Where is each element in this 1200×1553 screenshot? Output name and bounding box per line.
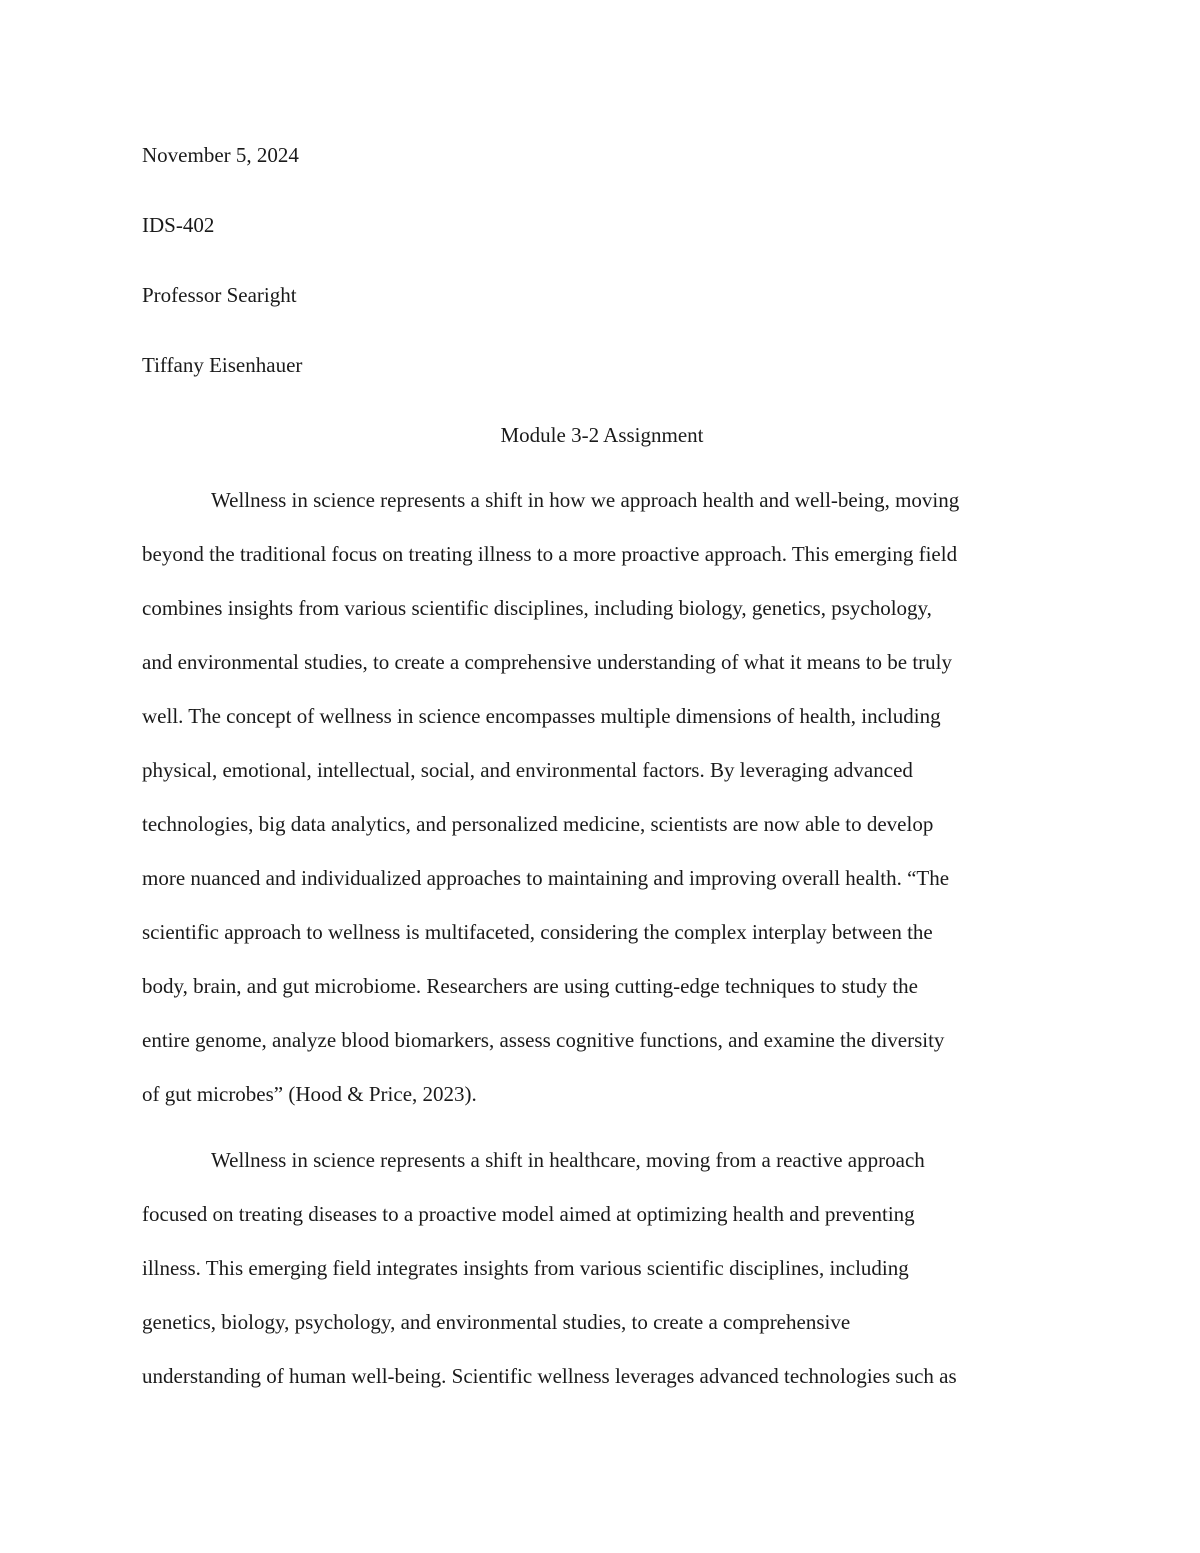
- header-date: November 5, 2024: [142, 143, 299, 167]
- paragraph-line: Wellness in science represents a shift in how we approach health and well-being, moving: [211, 488, 960, 512]
- paragraph-line: body, brain, and gut microbiome. Researchers are using cutting-edge techniques to study the: [142, 974, 919, 998]
- paragraph-line: entire genome, analyze blood biomarkers, assess cognitive functions, and examine the diversity: [142, 1028, 945, 1052]
- paragraph-line: scientific approach to wellness is multifaceted, considering the complex interplay between the: [142, 920, 933, 944]
- paragraph-2: [142, 1133, 1062, 1403]
- document-title: Module 3-2 Assignment: [500, 423, 704, 447]
- paragraph-line: understanding of human well-being. Scientific wellness leverages advanced technologies such as: [142, 1364, 957, 1388]
- paragraph-1: [142, 473, 1062, 1121]
- header-professor: Professor Searight: [142, 283, 297, 307]
- paragraph-line: illness. This emerging field integrates insights from various scientific disciplines, including: [142, 1256, 909, 1280]
- paragraph-line: genetics, biology, psychology, and environmental studies, to create a comprehensive: [142, 1310, 851, 1334]
- paragraph-line: physical, emotional, intellectual, social, and environmental factors. By leveraging advanced: [142, 758, 913, 782]
- paragraph-line: well. The concept of wellness in science encompasses multiple dimensions of health, including: [142, 704, 941, 728]
- document-body: [142, 138, 1062, 1418]
- paragraph-line: technologies, big data analytics, and personalized medicine, scientists are now able to develop: [142, 812, 934, 836]
- paragraph-line: more nuanced and individualized approaches to maintaining and improving overall health. “The: [142, 866, 950, 890]
- paragraph-line: focused on treating diseases to a proactive model aimed at optimizing health and preventing: [142, 1202, 915, 1226]
- paragraph-line: combines insights from various scientific disciplines, including biology, genetics, psychology,: [142, 596, 932, 620]
- paragraph-line: and environmental studies, to create a comprehensive understanding of what it means to be truly: [142, 650, 953, 674]
- header-student: Tiffany Eisenhauer: [142, 353, 303, 377]
- paragraph-line: of gut microbes” (Hood & Price, 2023).: [142, 1082, 477, 1106]
- paragraph-line: Wellness in science represents a shift in healthcare, moving from a reactive approach: [211, 1148, 925, 1172]
- header-course: IDS-402: [142, 213, 215, 237]
- paragraph-line: beyond the traditional focus on treating illness to a more proactive approach. This emerging field: [142, 542, 958, 566]
